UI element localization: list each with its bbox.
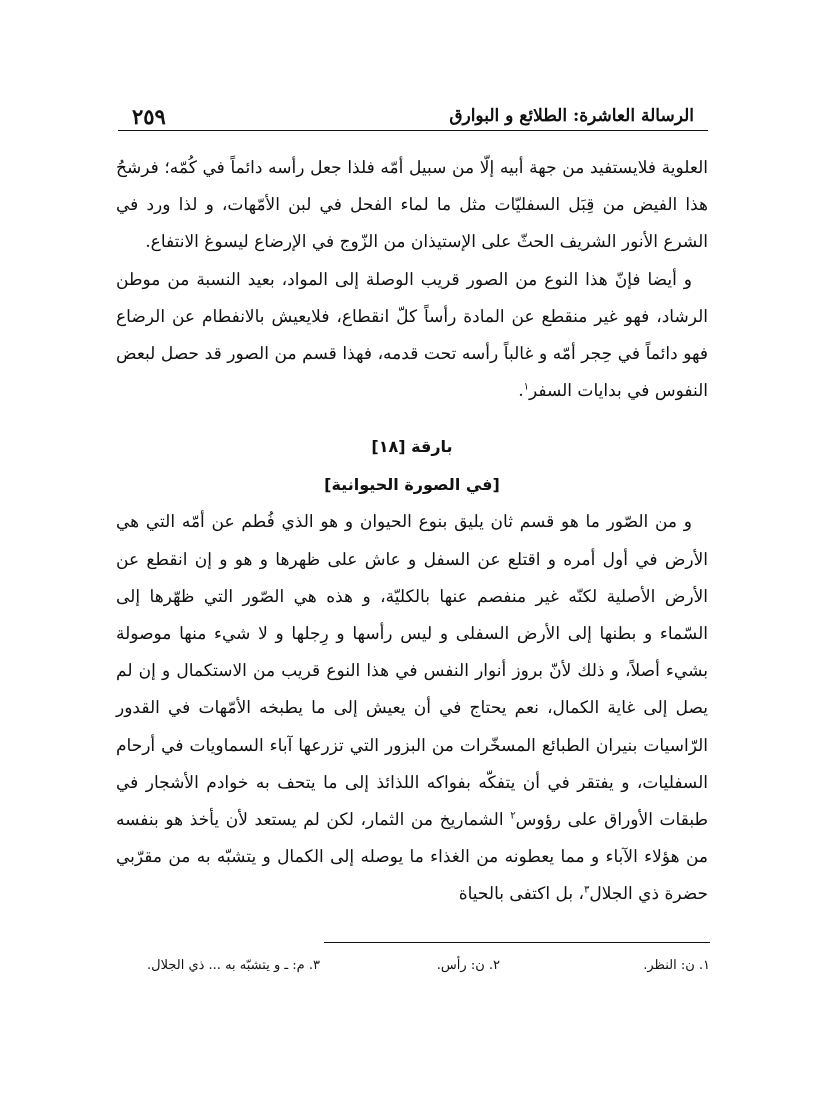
main-text bbox=[116, 150, 708, 914]
page-number: ٢٥٩ bbox=[132, 104, 166, 129]
header-rule bbox=[118, 130, 708, 131]
paragraph-2-text: و أيضا فإنّ هذا النوع من الصور قريب الوصلة إلى المواد، بعيد النسبة من موطن الرشاد، فهو غير منقطع عن المادة رأساً كلّ انقطاع، فلايعيش بالانفطام عن الرضاع فهو دائماً في حِجر أمّه و غالباً رأسه تحت قدمه، فهذا قسم من الصور قد حصل لبعض النفوس في بدايات السفر bbox=[116, 269, 708, 402]
paragraph-2: و أيضا فإنّ هذا النوع من الصور قريب الوصلة إلى المواد، بعيد النسبة من موطن الرشاد، فهو غير منقطع عن المادة رأساً كلّ انقطاع، فلايعيش بالانفطام عن الرضاع فهو دائماً في حِجر أمّه و غالباً رأسه تحت قدمه، فهذا قسم من الصور قد حصل لبعض النفوس في بدايات السفر$^١$. bbox=[116, 269, 708, 402]
paragraph-3 bbox=[116, 504, 708, 913]
section-heading: بارقة [١٨] bbox=[371, 437, 453, 457]
footnote-ref-2: ٢ bbox=[510, 810, 516, 822]
footnote-ref-3: ٣ bbox=[584, 884, 590, 896]
footnote-rule bbox=[324, 942, 710, 943]
running-title: الرسالة العاشرة: الطلائع و البوارق bbox=[449, 106, 694, 126]
paragraph-3-text-a: و من الصّور ما هو قسم ثان يليق بنوع الحيوان و هو الذي فُطم عن أمّه التي هي الأرض في أول أمره و اقتلع عن السفل و عاش على ظهرها و هو و إن انقطع عن الأرض الأصلية لكنّه غير منفصم عنها بالكليّة، و هذه هي الصّور التي ظهّرها إلى السّماء و بطنها إلى الأرض السفلى و ليس رأسها و رِجلها و لا شيء منها موصولة بشيء أصلاً، و ذلك لأنّ بروز أنوار النفس في هذا النوع قريب من الاستكمال و إن لم يصل إلى غاية الكمال، نعم يحتاج في أن يعيش إلى ما يطبخه الأمّهات في القدور الرّاسيات بنيران الطبائع المسخّرات من البزور التي تزرعها آباء السماويات في أرحام السفليات، و يفتقر في أن يتفكّه بفواكه اللذائذ إلى ما يتحف به خوادم الأشجار في طبقات الأوراق على رؤوس bbox=[116, 512, 708, 831]
footnote-ref-1: ١ bbox=[523, 381, 529, 393]
paragraph-3-text-c: ، بل اكتفى بالحياة bbox=[458, 884, 585, 905]
page-header bbox=[118, 94, 708, 134]
section-subheading: [في الصورة الحيوانية] bbox=[324, 475, 500, 495]
paragraph-3-text-b: الشماريخ من الثمار، لكن لم يستعد لأن يأخذ هو بنفسه من هؤلاء الآباء و مما يعطونه من الغذاء ما يوصله إلى الكمال و يتشبّه به من مقرّبي حضرة ذي الجلال bbox=[116, 810, 708, 905]
footnotes bbox=[120, 958, 710, 982]
footnote-1: ١. ن: النظر. bbox=[643, 958, 710, 973]
footnote-2: ٢. ن: رأس. bbox=[436, 958, 500, 973]
paragraph-1: العلوية فلايستفيد من جهة أبيه إلّا من سبيل أمّه فلذا جعل رأسه دائماً في كُمّه؛ فرشحُ هذا الفيض من قِبَل السفليّات مثل ما لماء الفحل في لبن الأمّهات، و لذا ورد في الشرع الأنور الشريف الحثّ على الإستيذان من الزّوج في الإرضاع ليسوغ الانتفاع. bbox=[116, 158, 708, 253]
footnote-3: ٣. م: ـ و يتشبّه به ... ذي الجلال. bbox=[147, 958, 320, 973]
